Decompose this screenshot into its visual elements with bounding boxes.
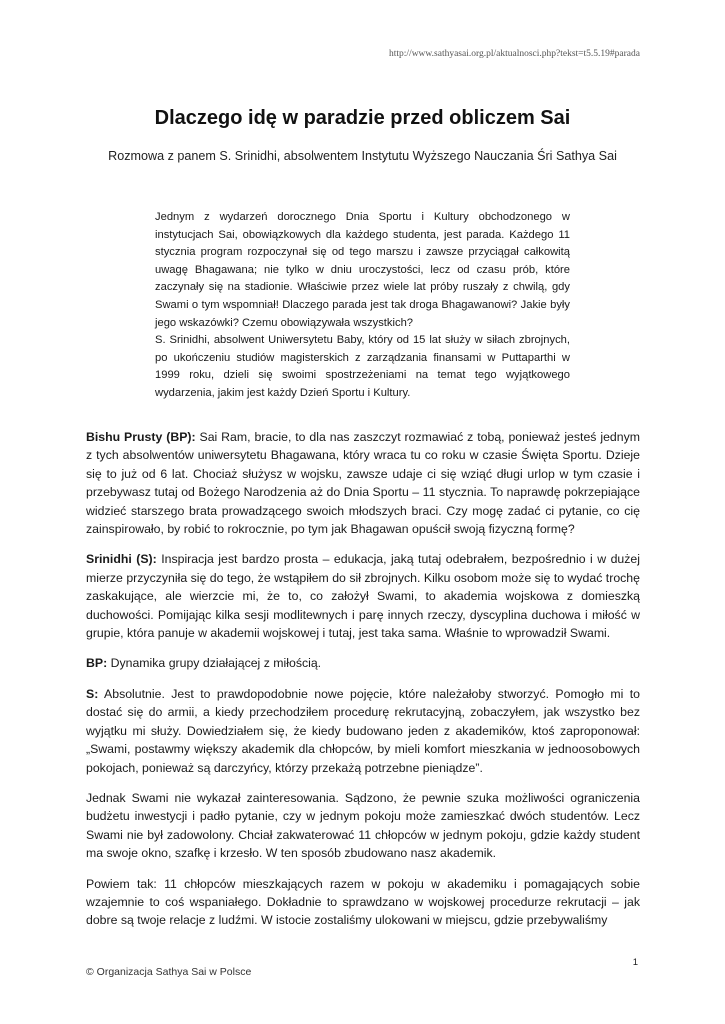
speaker-label: Bishu Prusty (BP): [86, 430, 196, 444]
paragraph-text: Dynamika grupy działającej z miłością. [107, 656, 322, 671]
intro-paragraph: S. Srinidhi, absolwent Uniwersytetu Baby, który od 15 lat służy w siłach zbrojnych, po ukończeniu studiów magisterskich z zarządzania finansami w Puttaparthi w 1999 roku, dzieli się swoimi spostrzeżeniami na temat tego wyjątkowego wydarzenia, jakim jest każdy Dzień Sportu i Kultury. [155, 334, 570, 399]
paragraph-text: Inspiracja jest bardzo prosta – edukacja, jaką tutaj odebrałem, bezpośrednio i w dużej mierze przyczyniła się do tego, że wstąpiłem do sił zbrojnych. Kilku osobom może się to wydać trochę zaskakujące, ale wierzcie mi, że to, co założył Swami, to akademia wojskowa z domieszką duchowości. Pomijając kilka sesji modlitewnych i parę innych rzeczy, dyscyplina duchowa i miłość w grupie, która panuje w akademii wojskowej i tutaj, jest taka sama. Właśnie to wprowadził Swami. [86, 552, 640, 641]
source-url: http://www.sathyasai.org.pl/aktualnosci.php?tekst=t5.5.19#parada [389, 49, 640, 59]
article-body [86, 428, 640, 942]
dialogue-paragraph [86, 550, 640, 642]
dialogue-paragraph [86, 685, 640, 777]
speaker-label: Srinidhi (S): [86, 552, 157, 567]
page-number: 1 [632, 957, 638, 968]
intro-block [155, 209, 570, 403]
paragraph-text: Absolutnie. Jest to prawdopodobnie nowe pojęcie, które należałoby stworzyć. Pomogło mi to dostać się do armii, a kiedy przechodziłem procedurę rekrutacyjną, zobaczyłem, jak wszystko bez wyjątku mi służy. Dowiedziałem się, że kiedy budowano jeden z akademików, ktoś zaproponował: „Swami, postawmy większy akademik dla chłopców, by mieli komfort mieszkania w jednoosobowych pokojach, ponieważ są darczyńcy, którzy przekażą potrzebne pieniądze”. [86, 686, 640, 775]
page-subtitle: Rozmowa z panem S. Srinidhi, absolwentem Instytutu Wyższego Nauczania Śri Sathya Sai [108, 149, 617, 163]
dialogue-paragraph: Jednak Swami nie wykazał zainteresowania. Sądzono, że pewnie szuka możliwości ograniczenia budżetu inwestycji i padło pytanie, czy w jednym pokoju może zamieszkać dwóch studentów. Lecz Swami nie był zadowolony. Chciał zakwaterować 11 chłopców w jednym pokoju, gdzie każdy student ma swoje okno, szafkę i krzesło. W ten sposób zbudowano nasz akademik. [86, 790, 640, 861]
intro-paragraph: Jednym z wydarzeń dorocznego Dnia Sportu i Kultury obchodzonego w instytucjach Sai, obowiązkowych dla każdego studenta, jest parada. Każdego 11 stycznia program rozpoczynał się od tego marszu i zawsze przyciągał całkowitą uwagę Bhagawana; nie tylko w dniu uroczystości, lecz od czasu prób, które zaczynały się na stadionie. Właściwie przez wiele lat próby ruszały z chwilą, gdy Swami o tym wspomniał! Dlaczego parada jest tak droga Bhagawanowi? Jakie były jego wskazówki? Czemu obowiązywała wszystkich? [155, 211, 570, 329]
speaker-label: S: [86, 686, 99, 701]
dialogue-paragraph [86, 654, 640, 672]
footer-copyright: © Organizacja Sathya Sai w Polsce [86, 966, 252, 978]
paragraph-text: Sai Ram, bracie, to dla nas zaszczyt rozmawiać z tobą, ponieważ jesteś jednym z tych absolwentów uniwersytetu Bhagawana, który wraca tu co roku w czasie Święta Sportu. Dzieje się to już od 6 lat. Chociaż służysz w wojsku, zawsze udaje ci się wziąć długi urlop w tym czasie i przebywasz tutaj od Bożego Narodzenia aż do Dnia Sportu – 11 stycznia. To naprawdę pokrzepiające widzieć starszego brata prowadzącego swoich młodszych braci. Czy mogę zadać ci pytanie, co cię zainspirowało, by robić to rokrocznie, po tym jak Bhagawan opuścił swoją fizyczną formę? [86, 430, 640, 537]
page-title: Dlaczego idę w paradzie przed obliczem Sai [154, 107, 571, 129]
speaker-label: BP: [86, 656, 108, 671]
dialogue-paragraph [86, 428, 640, 538]
dialogue-paragraph: Powiem tak: 11 chłopców mieszkających razem w pokoju w akademiku i pomagających sobie wzajemnie to coś wspaniałego. Dokładnie to sprawdzano w wojskowej procedurze rekrutacji – jak dobre są twoje relacje z ludźmi. W istocie zostaliśmy ulokowani w miejscu, gdzie przebywaliśmy [86, 876, 640, 928]
